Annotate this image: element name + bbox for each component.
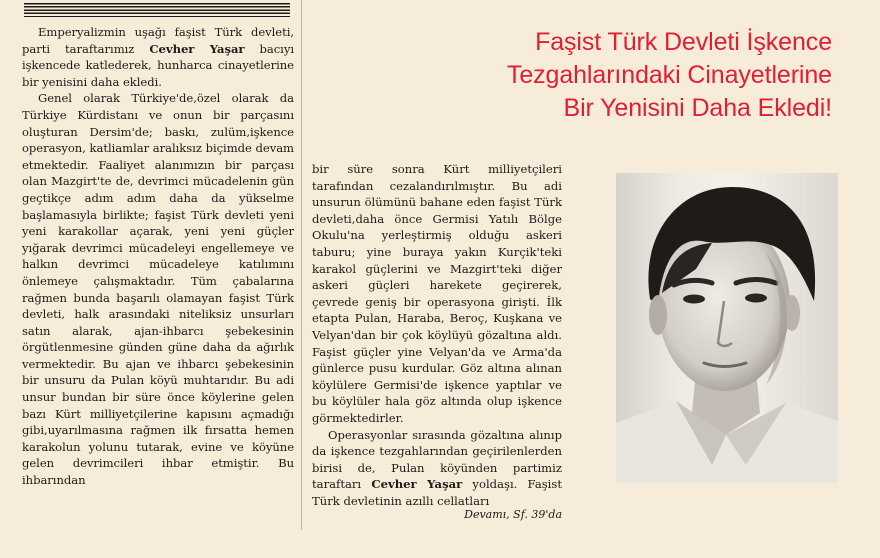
paragraph-detention: Operasyonlar sırasında gözaltına alınıp da işkence tezgahlarından geçirilenlerden birisi de, Pulan köyünden partimiz taraftarı Cevher Yaşar yoldaşı. Faşist Türk devletinin azıllı cellatları xyxy=(312,427,562,508)
headline-line-1: Faşist Türk Devleti İşkence xyxy=(535,28,832,56)
column-divider xyxy=(301,0,302,530)
paragraph-body: Genel olarak Türkiye'de,özel olarak da Türkiye Kürdistanı ve onun bir parçasını oluşturan Dersim'de; baskı, zulüm,işkence operasyon, katliamlar aralıksız biçimde devam etmektedir. Faaliyet alanımızın bir parçası olan Mazgirt'te de, devrimci mücadelenin gün geçtikçe adım adım daha da yükselme başlamasıyla birlikte; faşist Türk devleti yeni yeni karakollar açarak, yeni yeni güçler yığarak devrimci mücadeleyi engellemeye ve halkın devrimci mücadeleye katılımını önlemeye çalışmaktadır. Tüm çabalarına rağmen bunda başarılı olamayan faşist Türk devleti, halk arasındaki niteliksiz unsurları satın alarak, ajan-ihbarcı şebekesinin örgütlenmesine günden güne daha da ağırlık vermektedir. Bu ajan ve ihbarcı şebekesinin bir unsuru da Pulan köyü muhtarıdır. Bu adi unsur bundan bir süre önce köylerine gelen bazı Kürt milliyetçilerine kapısını açmadığı gibi,uyarılmasına rağmen ilk fırsatta hemen karakolun yolunu tutarak, evine ve köyüne gelen devrimcileri ihbar etmiştir. Bu ihbarından xyxy=(22,91,294,488)
headline-line-2: Tezgahlarındaki Cinayetlerine xyxy=(506,61,832,89)
portrait-photo xyxy=(616,173,838,483)
paragraph-intro: Emperyalizmin uşağı faşist Türk devleti, parti taraftarımız Cevher Yaşar bacıyı işkencede katlederek, hunharca cinayetlerine bir yenisini daha ekledi. xyxy=(22,25,294,89)
article-middle-column xyxy=(312,161,562,509)
decorative-rule xyxy=(24,3,290,18)
paragraph-operation: bir süre sonra Kürt milliyetçileri tarafından cezalandırılmıştır. Bu adi unsurun ölümünü bahane eden faşist Türk devleti,daha önce Germisi Yatılı Bölge Okulu'na yerleştirmiş olduğu askeri taburu; yine buraya yakın Kurçik'teki karakol güçlerini ve Mazgirt'teki diğer askeri güçleri harekete geçirerek, çevrede geniş bir operasyona girişti. İlk etapta Pulan, Haraba, Beroç, Kuşkana ve Velyan'dan bir çok köylüyü gözaltına aldı. Faşist güçler yine Velyan'da ve Arma'da günlerce pusu kurdular. Göz altına alınan köylülere Germisi'de işkence yaptılar ve bu köylüler hala göz altında olup işkence görmektedirler. xyxy=(312,162,562,425)
headline xyxy=(392,26,832,125)
person-name: Cevher Yaşar xyxy=(149,41,245,56)
person-name: Cevher Yaşar xyxy=(371,477,463,492)
headline-line-3: Bir Yenisini Daha Ekledi! xyxy=(563,94,832,122)
article-left-column xyxy=(22,24,294,489)
portrait-image xyxy=(616,173,838,483)
continued-note: Devamı, Sf. 39'da xyxy=(464,508,562,521)
